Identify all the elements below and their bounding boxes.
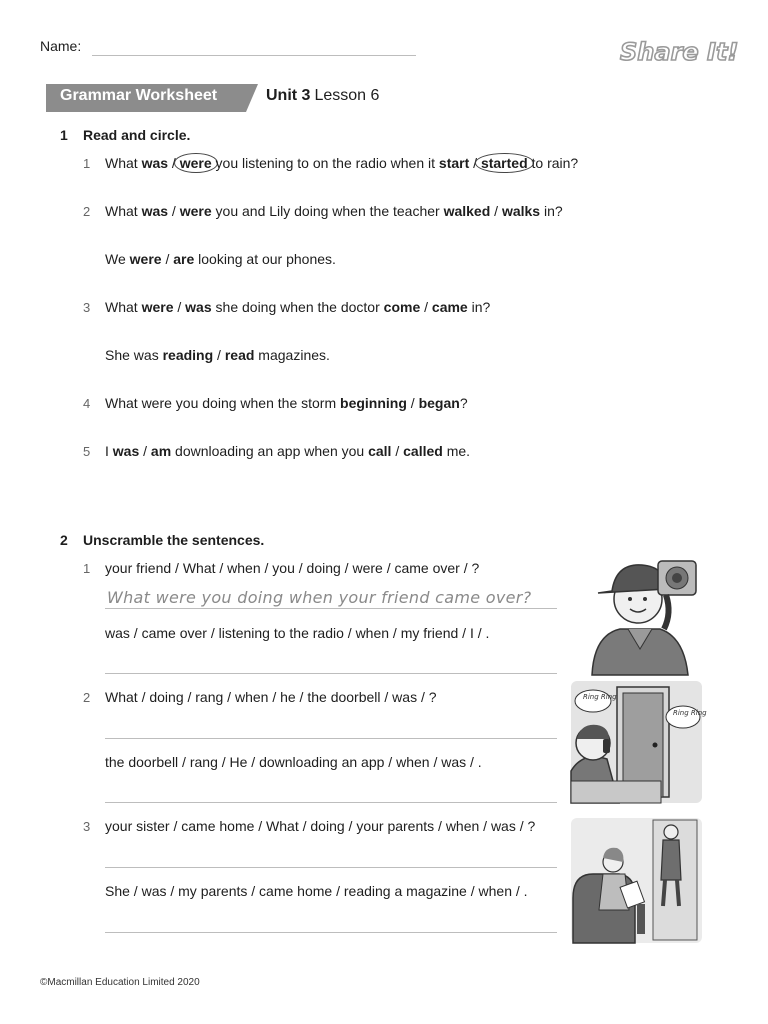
phone-doorbell-illustration — [571, 681, 707, 803]
unit-label: Unit 3 — [266, 87, 311, 104]
section2-number: 2 — [60, 532, 68, 548]
s2-q1-number: 1 — [83, 561, 91, 576]
s2-q1-prompt-b: was / came over / listening to the radio / when / my friend / I / . — [105, 625, 490, 641]
bubble-text-left: Ring Ring — [583, 693, 617, 701]
s1-q1-line: What was / were you listening to on the radio when it start / started to rain? — [105, 155, 579, 171]
copyright-text: ©Macmillan Education Limited 2020 — [40, 977, 200, 988]
s1-q2-number: 2 — [83, 204, 91, 219]
answer-line[interactable] — [105, 608, 557, 609]
s2-q3-prompt: your sister / came home / What / doing / your parents / when / was / ? — [105, 818, 536, 834]
s1-q3-answer-line: She was reading / read magazines. — [105, 347, 330, 363]
option[interactable]: called — [403, 443, 443, 459]
s2-q2-prompt-b: the doorbell / rang / He / downloading an app / when / was / . — [105, 754, 482, 770]
s2-q1-prompt: your friend / What / when / you / doing / were / came over / ? — [105, 560, 480, 576]
option[interactable]: read — [224, 347, 255, 363]
s1-q3-line: What were / was she doing when the doctor come / came in? — [105, 299, 491, 315]
boy-radio-illustration — [578, 553, 702, 675]
s1-q2-line: What was / were you and Lily doing when the teacher walked / walks in? — [105, 203, 563, 219]
section1-number: 1 — [60, 127, 68, 143]
option[interactable]: come — [383, 299, 421, 315]
name-field[interactable] — [92, 55, 416, 56]
banner-label: Grammar Worksheet — [60, 87, 218, 104]
armchair-reading-illustration — [571, 818, 702, 943]
option[interactable]: were — [129, 251, 162, 267]
s1-q2-answer-line: We were / are looking at our phones. — [105, 251, 336, 267]
answer-line[interactable] — [105, 802, 557, 803]
option[interactable]: was — [141, 155, 169, 171]
section1-title: Read and circle. — [83, 127, 191, 143]
unit-lesson — [266, 87, 379, 105]
option[interactable]: were — [141, 299, 174, 315]
lesson-label: Lesson 6 — [314, 87, 380, 104]
s2-q2-prompt: What / doing / rang / when / he / the doorbell / was / ? — [105, 689, 437, 705]
option-circled[interactable]: started — [475, 153, 534, 173]
option[interactable]: start — [438, 155, 470, 171]
option[interactable]: was — [185, 299, 212, 315]
s2-q2-number: 2 — [83, 690, 91, 705]
s1-q4-line: What were you doing when the storm beginning / began? — [105, 395, 468, 411]
s2-q3-number: 3 — [83, 819, 91, 834]
bubble-text-right: Ring Ring — [673, 709, 707, 717]
option[interactable]: are — [173, 251, 195, 267]
s1-q4-number: 4 — [83, 396, 91, 411]
section2-title: Unscramble the sentences. — [83, 532, 265, 548]
answer-line[interactable] — [105, 867, 557, 868]
s2-q1-handwritten-answer: What were you doing when your friend came over? — [107, 588, 532, 607]
share-it-logo — [616, 32, 739, 73]
s1-q5-line: I was / am downloading an app when you call / called me. — [105, 443, 471, 459]
option[interactable]: am — [150, 443, 172, 459]
answer-line[interactable] — [105, 738, 557, 739]
answer-line[interactable] — [105, 673, 557, 674]
option[interactable]: came — [431, 299, 468, 315]
svg-text:Share It!: Share It! — [620, 38, 739, 66]
option[interactable]: call — [368, 443, 392, 459]
answer-line[interactable] — [105, 932, 557, 933]
s1-q5-number: 5 — [83, 444, 91, 459]
s1-q1-number: 1 — [83, 156, 91, 171]
s2-q3-prompt-b: She / was / my parents / came home / reading a magazine / when / . — [105, 883, 528, 899]
option[interactable]: beginning — [340, 395, 407, 411]
option[interactable]: was — [141, 203, 169, 219]
option[interactable]: walked — [443, 203, 491, 219]
option[interactable]: were — [179, 203, 212, 219]
option[interactable]: reading — [162, 347, 214, 363]
name-label: Name: — [40, 38, 82, 54]
option[interactable]: walks — [501, 203, 541, 219]
s1-q3-number: 3 — [83, 300, 91, 315]
option[interactable]: began — [418, 395, 460, 411]
option-circled[interactable]: were — [174, 153, 218, 173]
option[interactable]: was — [112, 443, 140, 459]
